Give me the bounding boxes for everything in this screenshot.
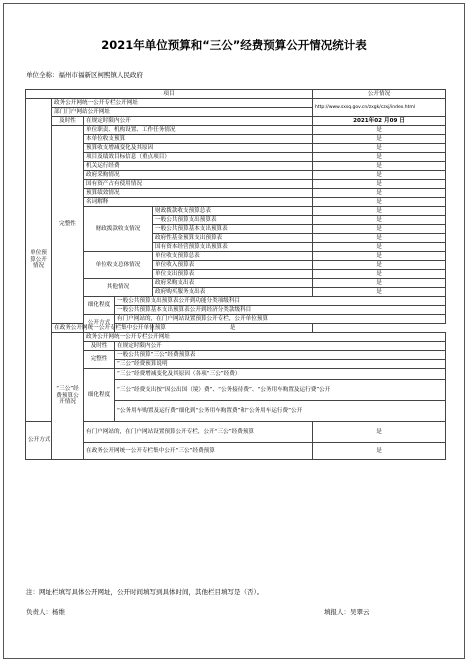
status-value: 是 xyxy=(313,207,446,216)
row-label: 在政务公开网统一公开专栏集中公开单位预算 xyxy=(52,324,153,333)
status-value: 是 xyxy=(313,443,446,460)
statistics-table xyxy=(25,89,446,460)
status-value: 是 xyxy=(313,162,446,171)
status-value: 是 xyxy=(313,243,446,252)
status-value: 是 xyxy=(313,216,446,225)
category-other: 其他情况 xyxy=(84,279,153,297)
row-label: 政府采购支出表 xyxy=(153,279,313,288)
status-value: 是 xyxy=(313,288,446,297)
row-label: 在规定时限内公开 xyxy=(84,117,313,126)
status-value: 是 xyxy=(313,270,446,279)
row-label: 政府性基金预算支出预算表 xyxy=(153,234,313,243)
status-value: 是 xyxy=(313,234,446,243)
row-label: 单位收支预算总表 xyxy=(153,252,313,261)
unit-name: 单位全称：福州市福新区柯熙镇人民政府 xyxy=(26,71,143,79)
header-status: 公开情况 xyxy=(313,90,446,99)
status-value: 是 xyxy=(313,225,446,234)
report-page xyxy=(3,3,465,659)
category-timely: 及时性 xyxy=(84,342,115,351)
row-label: 单位收入预算表 xyxy=(153,261,313,270)
status-value: 是 xyxy=(153,324,313,333)
status-value: 是 xyxy=(313,135,446,144)
row-label: “三公”经费预算说明 xyxy=(115,360,446,369)
row-label: “三公”经费增减变化及其原因（各项“三公”经费） xyxy=(115,369,446,380)
category-refine: 细化程度 xyxy=(84,369,115,422)
category-method: 公开方式 xyxy=(26,422,52,460)
category-method: 公开方式 xyxy=(84,315,115,333)
category-complete: 完整性 xyxy=(52,126,84,324)
row-label: 本单位收支预算 xyxy=(84,135,313,144)
row-label: 单位职责、机构设置、工作任务情况 xyxy=(84,126,313,135)
table-header-row xyxy=(26,90,446,99)
section-three-public: “三公”经费预算公开情况 xyxy=(52,333,84,460)
row-label: 在政务公开网统一公开专栏集中公开“三公”经费预算 xyxy=(84,443,313,460)
row-label: 项目及绩效目标信息（重点项目） xyxy=(84,153,313,162)
row-label: “公务用车购置及运行费”细化到“公务用车购置费”和“公务用车运行费”公开 xyxy=(115,401,446,422)
row-label: 一般公共预算“三公”经费预算表 xyxy=(115,351,446,360)
row-label: 政府购买服务支出表 xyxy=(153,288,313,297)
date-value: 2021年02 月09 日 xyxy=(313,117,446,126)
row-label: 一般公共预算支出预算表 xyxy=(153,216,313,225)
category-timely: 及时性 xyxy=(52,117,84,126)
row-label: 机关运行经费 xyxy=(84,162,313,171)
status-value: 是 xyxy=(313,126,446,135)
row-label: 有门户网站的，在门户网站设置预算公开专栏，公开单位预算 xyxy=(115,315,446,324)
leader-signature: 负责人：杨维 xyxy=(26,608,65,616)
status-value: 是 xyxy=(313,422,446,443)
status-value: 是 xyxy=(313,171,446,180)
table-row xyxy=(26,99,446,108)
status-value: 是 xyxy=(313,261,446,270)
row-label: 在规定时限内公开 xyxy=(115,342,446,351)
row-label: 国有资产占有使用情况 xyxy=(84,180,313,189)
section-unit-budget: 单位预算公开情况 xyxy=(26,99,52,422)
row-label: 名词解释 xyxy=(84,198,313,207)
row-label: 政务公开网统一公开专栏公开网址 xyxy=(84,333,446,342)
row-label: 一般公共预算支出预算表公开到功能分类项级科目 xyxy=(115,297,446,306)
row-label: 政务公开网统一公开专栏公开网址 xyxy=(52,99,313,108)
row-label: 财政拨款收支预算总表 xyxy=(153,207,313,216)
report-title: 2021年单位预算和“三公”经费预算公开情况统计表 xyxy=(101,38,367,52)
row-label: 预算收支增减变化及其原因 xyxy=(84,144,313,153)
status-value: 是 xyxy=(313,144,446,153)
row-label: 政府采购情况 xyxy=(84,171,313,180)
category-fiscal: 财政拨款收支情况 xyxy=(84,207,153,252)
status-value: 是 xyxy=(313,252,446,261)
row-label: “三公”经费支出按“因公出国（境）费”、“公务接待费”、“公务用车购置及运行费”公开 xyxy=(115,380,446,401)
row-label: 国有资本经营预算支出预算表 xyxy=(153,243,313,252)
row-label: 一般公共预算基本支出预算表公开到经济分类款级科目 xyxy=(115,306,446,315)
status-value: 是 xyxy=(313,198,446,207)
footnote: 注：网址栏填写具体公开网址，公开时间填写到具体时间，其他栏目填写是（否）。 xyxy=(26,588,264,596)
status-value: 是 xyxy=(313,279,446,288)
category-unit-total: 单位收支总体情况 xyxy=(84,252,153,279)
row-label: 部门门户网站公开网址 xyxy=(52,108,313,117)
category-refine: 细化程度 xyxy=(84,297,115,315)
filler-signature: 填报人：吴翠云 xyxy=(324,608,370,616)
status-value: 是 xyxy=(313,153,446,162)
row-label: 预算绩效情况 xyxy=(84,189,313,198)
row-label: 单位支出预算表 xyxy=(153,270,313,279)
row-label: 一般公共预算基本支出预算表 xyxy=(153,225,313,234)
url-value: http://www.sxsq.gov.cn/zxgk/czxj/index.html xyxy=(313,99,446,117)
header-item: 项目 xyxy=(26,90,313,99)
category-complete: 完整性 xyxy=(84,351,115,369)
status-value: 是 xyxy=(313,189,446,198)
row-label: 有门户网站的，在门户网站设置预算公开专栏，公开“三公”经费预算 xyxy=(84,422,313,443)
status-value: 是 xyxy=(313,180,446,189)
